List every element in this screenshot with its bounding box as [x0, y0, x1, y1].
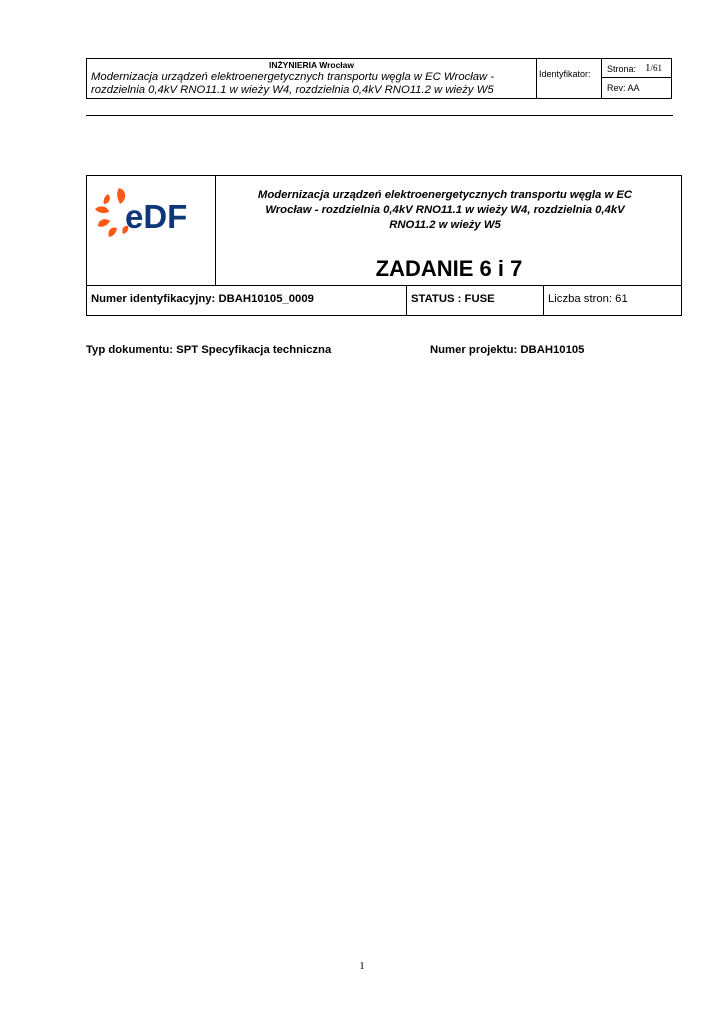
logo-cell [87, 176, 216, 285]
running-header-table [86, 58, 672, 99]
header-project-title [91, 71, 534, 97]
status-text: STATUS : FUSE [411, 293, 495, 305]
description-line-1: Modernizacja urządzeń elektroenergetycznych transportu węgla w EC [257, 189, 633, 201]
project-number: Numer projektu: DBAH10105 [430, 344, 585, 356]
header-page-number [645, 62, 662, 74]
page-count-cell [544, 286, 681, 315]
header-title-cell [87, 59, 537, 98]
document-type: Typ dokumentu: SPT Specyfikacja techniczna [86, 344, 332, 356]
header-title-line-1: Modernizacja urządzeń elektroenergetycznych transportu węgla w EC Wrocław - [91, 71, 495, 83]
identification-number-cell [87, 286, 407, 315]
description-line-3: RNO11.2 w wieży W5 [389, 219, 501, 231]
title-block-info-row [87, 285, 681, 315]
edf-logo [87, 176, 215, 284]
edf-logo-sun-icon [95, 188, 128, 237]
header-identifier-cell [536, 59, 602, 98]
header-page-cell [602, 59, 671, 78]
header-page-total: /61 [650, 63, 663, 73]
page-count: Liczba stron: 61 [548, 293, 628, 305]
header-page-label: Strona: [607, 64, 637, 74]
header-organization: INŻYNIERIA Wrocław [268, 60, 354, 70]
header-title-line-2: rozdzielnia 0,4kV RNO11.1 w wieży W4, rozdzielnia 0,4kV RNO11.2 w wieży W5 [91, 84, 494, 96]
header-revision: Rev: AA [607, 83, 640, 93]
header-divider [86, 115, 673, 116]
task-title: ZADANIE 6 i 7 [375, 256, 523, 281]
title-block-description [227, 188, 663, 233]
header-page-current: 1 [645, 62, 651, 74]
description-line-2: Wrocław - rozdzielnia 0,4kV RNO11.1 w wieży W4, rozdzielnia 0,4kV [265, 204, 625, 216]
title-block [86, 175, 682, 316]
header-revision-cell [602, 78, 671, 98]
identification-number: Numer identyfikacyjny: DBAH10105_0009 [91, 293, 314, 305]
header-identifier-label: Identyfikator: [539, 69, 591, 79]
footer-page-number: 1 [359, 960, 365, 972]
status-cell [407, 286, 544, 315]
edf-logo-wordmark: eDF [125, 198, 188, 235]
